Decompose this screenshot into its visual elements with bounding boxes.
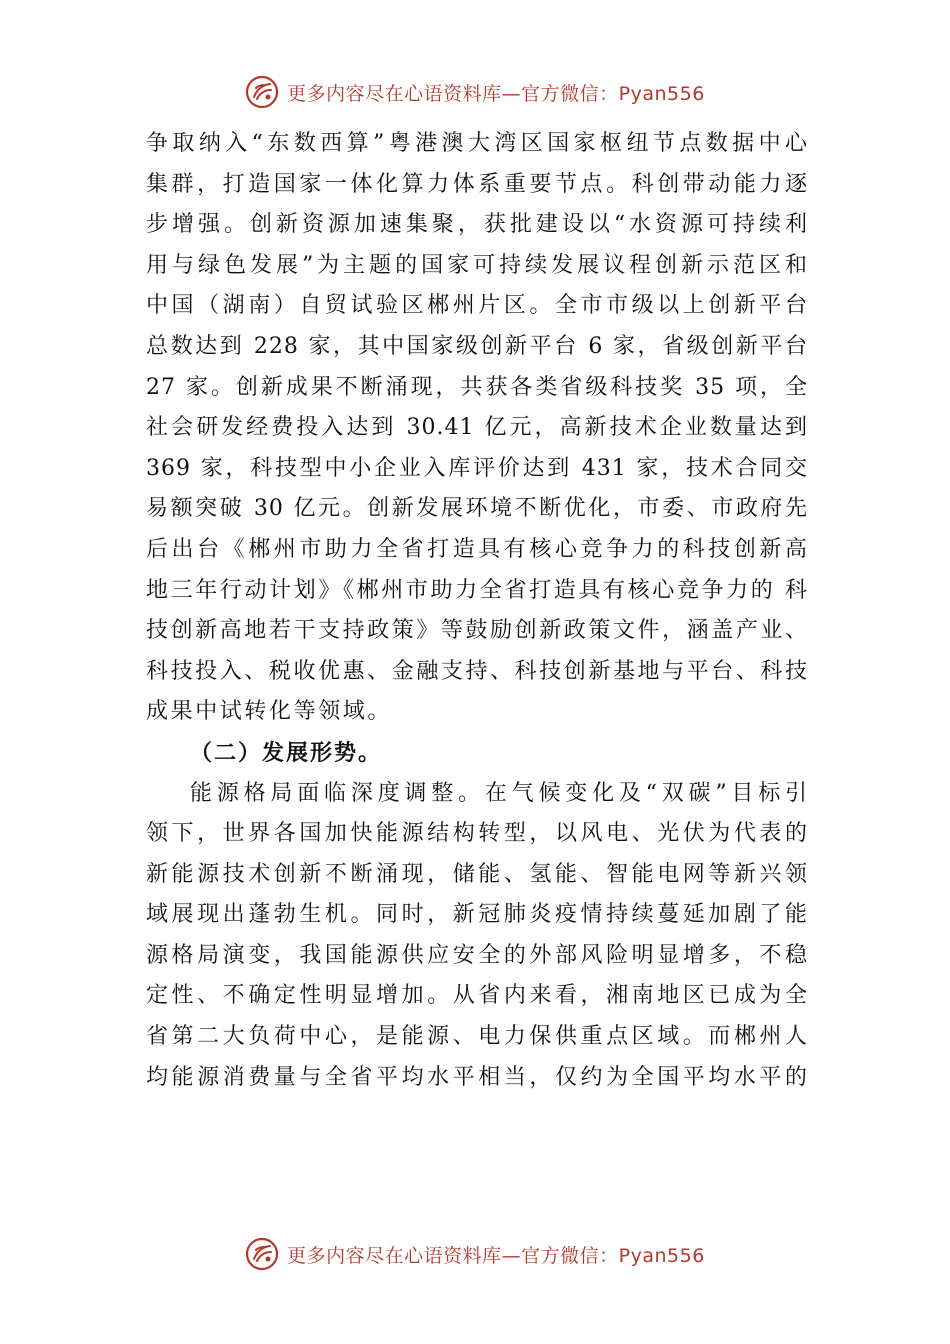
watermark-text: 更多内容尽在心语资料库—官方微信：Pyan556 [287,82,705,105]
section-heading: （二）发展形势。 [190,739,383,766]
text-line: 用与绿色发展”为主题的国家可持续发展议程创新示范区和 [146,252,808,278]
text-line: 总数达到 228 家，其中国家级创新平台 6 家，省级创新平台 [146,333,808,359]
header-watermark [0,72,950,112]
text-line: 369 家，科技型中小企业入库评价达到 431 家，技术合同交 [146,455,808,481]
paragraph-first-line: 能源格局面临深度调整。在气候变化及“双碳”目标引 [190,780,808,806]
text-line: 社会研发经费投入达到 30.41 亿元，高新技术企业数量达到 [146,415,808,441]
text-line: 领下，世界各国加快能源结构转型，以风电、光伏为代表的 [146,821,808,847]
text-line: 步增强。创新资源加速集聚，获批建设以“水资源可持续利 [146,212,808,238]
text-line: 技创新高地若干支持政策》等鼓励创新政策文件，涵盖产业、 [146,618,808,644]
watermark-text: 更多内容尽在心语资料库—官方微信：Pyan556 [287,1244,705,1267]
text-line: 省第二大负荷中心，是能源、电力保供重点区域。而郴州人 [146,1024,808,1050]
text-line: 源格局演变，我国能源供应安全的外部风险明显增多，不稳 [146,942,808,968]
text-line: 集群，打造国家一体化算力体系重要节点。科创带动能力逐 [146,171,808,197]
text-line: 新能源技术创新不断涌现，储能、氢能、智能电网等新兴领 [146,861,808,887]
text-line: 争取纳入“东数西算”粤港澳大湾区国家枢纽节点数据中心 [146,131,808,156]
text-line: 域展现出蓬勃生机。同时，新冠肺炎疫情持续蔓延加剧了能 [146,902,808,928]
text-line: 后出台《郴州市助力全省打造具有核心竞争力的科技创新高 [146,536,808,562]
text-line: 科技投入、税收优惠、金融支持、科技创新基地与平台、科技 [146,658,808,684]
text-line: 易额突破 30 亿元。创新发展环境不断优化，市委、市政府先 [146,496,808,522]
text-line: 中国（湖南）自贸试验区郴州片区。全市市级以上创新平台 [146,293,808,319]
document-body [146,124,808,1098]
hand-logo-icon [245,1237,279,1271]
text-line: 定性、不确定性明显增加。从省内来看，湘南地区已成为全 [146,983,808,1009]
footer-watermark [0,1234,950,1274]
text-line: 地三年行动计划》《郴州市助力全省打造具有核心竞争力的 科 [146,577,808,603]
text-line: 成果中试转化等领域。 [146,699,393,725]
text-line: 27 家。创新成果不断涌现，共获各类省级科技奖 35 项，全 [146,374,808,400]
text-line: 均能源消费量与全省平均水平相当，仅约为全国平均水平的 [146,1064,808,1090]
hand-logo-icon [245,75,279,109]
